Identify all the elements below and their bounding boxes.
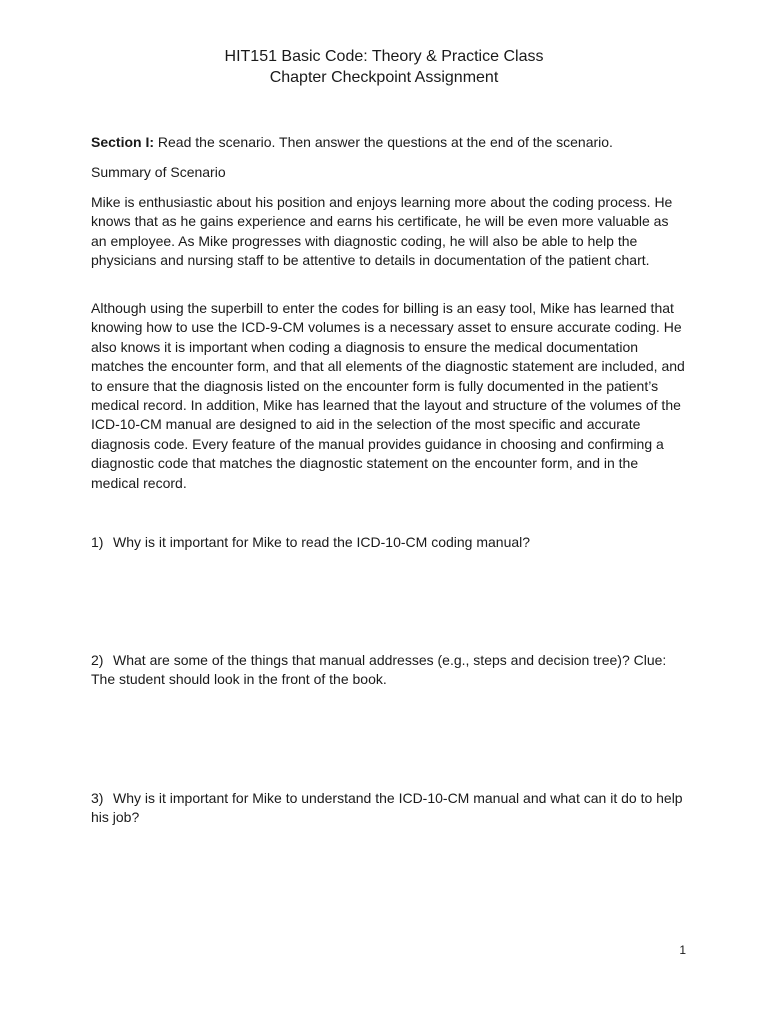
- question-text: What are some of the things that manual addresses (e.g., steps and decision tree)? Clue: The student should look in the front of the book.: [91, 652, 667, 688]
- question-3: [91, 789, 686, 828]
- question-number: 2): [91, 652, 104, 668]
- paragraph-text: Although using the superbill to enter the codes for billing is an easy tool, Mike has learned that knowing how to use the ICD-9-CM volumes is a necessary asset to ensure accurate coding. He also knows it is important when coding a diagnosis to ensure the medical documentation matches the encounter form, and that all elements of the diagnostic statement are included, and to ensure that the diagnosis listed on the encounter form is fully documented in the patient’s medical record. In addition, Mike has learned that the layout and structure of the volumes of the ICD-10-CM manual are designed to aid in the selection of the most specific and accurate diagnosis code. Every feature of the manual provides guidance in choosing and confirming a diagnostic code that matches the diagnostic statement on the encounter form, and in the medical record.: [91, 300, 685, 491]
- question-text: Why is it important for Mike to understand the ICD-10-CM manual and what can it do to help his job?: [91, 790, 683, 826]
- summary-heading-text: Summary of Scenario: [91, 164, 226, 180]
- scenario-paragraph-2: [91, 299, 686, 493]
- question-number: 1): [91, 534, 104, 550]
- section-label: Section I:: [91, 134, 155, 150]
- question-number: 3): [91, 790, 104, 806]
- page-number: 1: [679, 943, 686, 957]
- title-line-1: HIT151 Basic Code: Theory & Practice Class: [224, 48, 544, 65]
- paragraph-text: Mike is enthusiastic about his position and enjoys learning more about the coding process. He knows that as he gains experience and earns his certificate, he will be even more valuable as an employee. As Mike progresses with diagnostic coding, he will also be able to help the physicians and nursing staff to be attentive to details in documentation of the patient chart.: [91, 194, 673, 269]
- document-title: [0, 46, 768, 88]
- question-1: [91, 533, 686, 552]
- question-2: [91, 651, 686, 690]
- section-instruction-text: Read the scenario. Then answer the questions at the end of the scenario.: [154, 134, 613, 150]
- question-text: Why is it important for Mike to read the ICD-10-CM coding manual?: [113, 534, 531, 550]
- section-instruction: [91, 133, 686, 152]
- scenario-paragraph-1: [91, 193, 686, 271]
- summary-heading: [91, 163, 686, 182]
- title-line-2: Chapter Checkpoint Assignment: [269, 69, 499, 86]
